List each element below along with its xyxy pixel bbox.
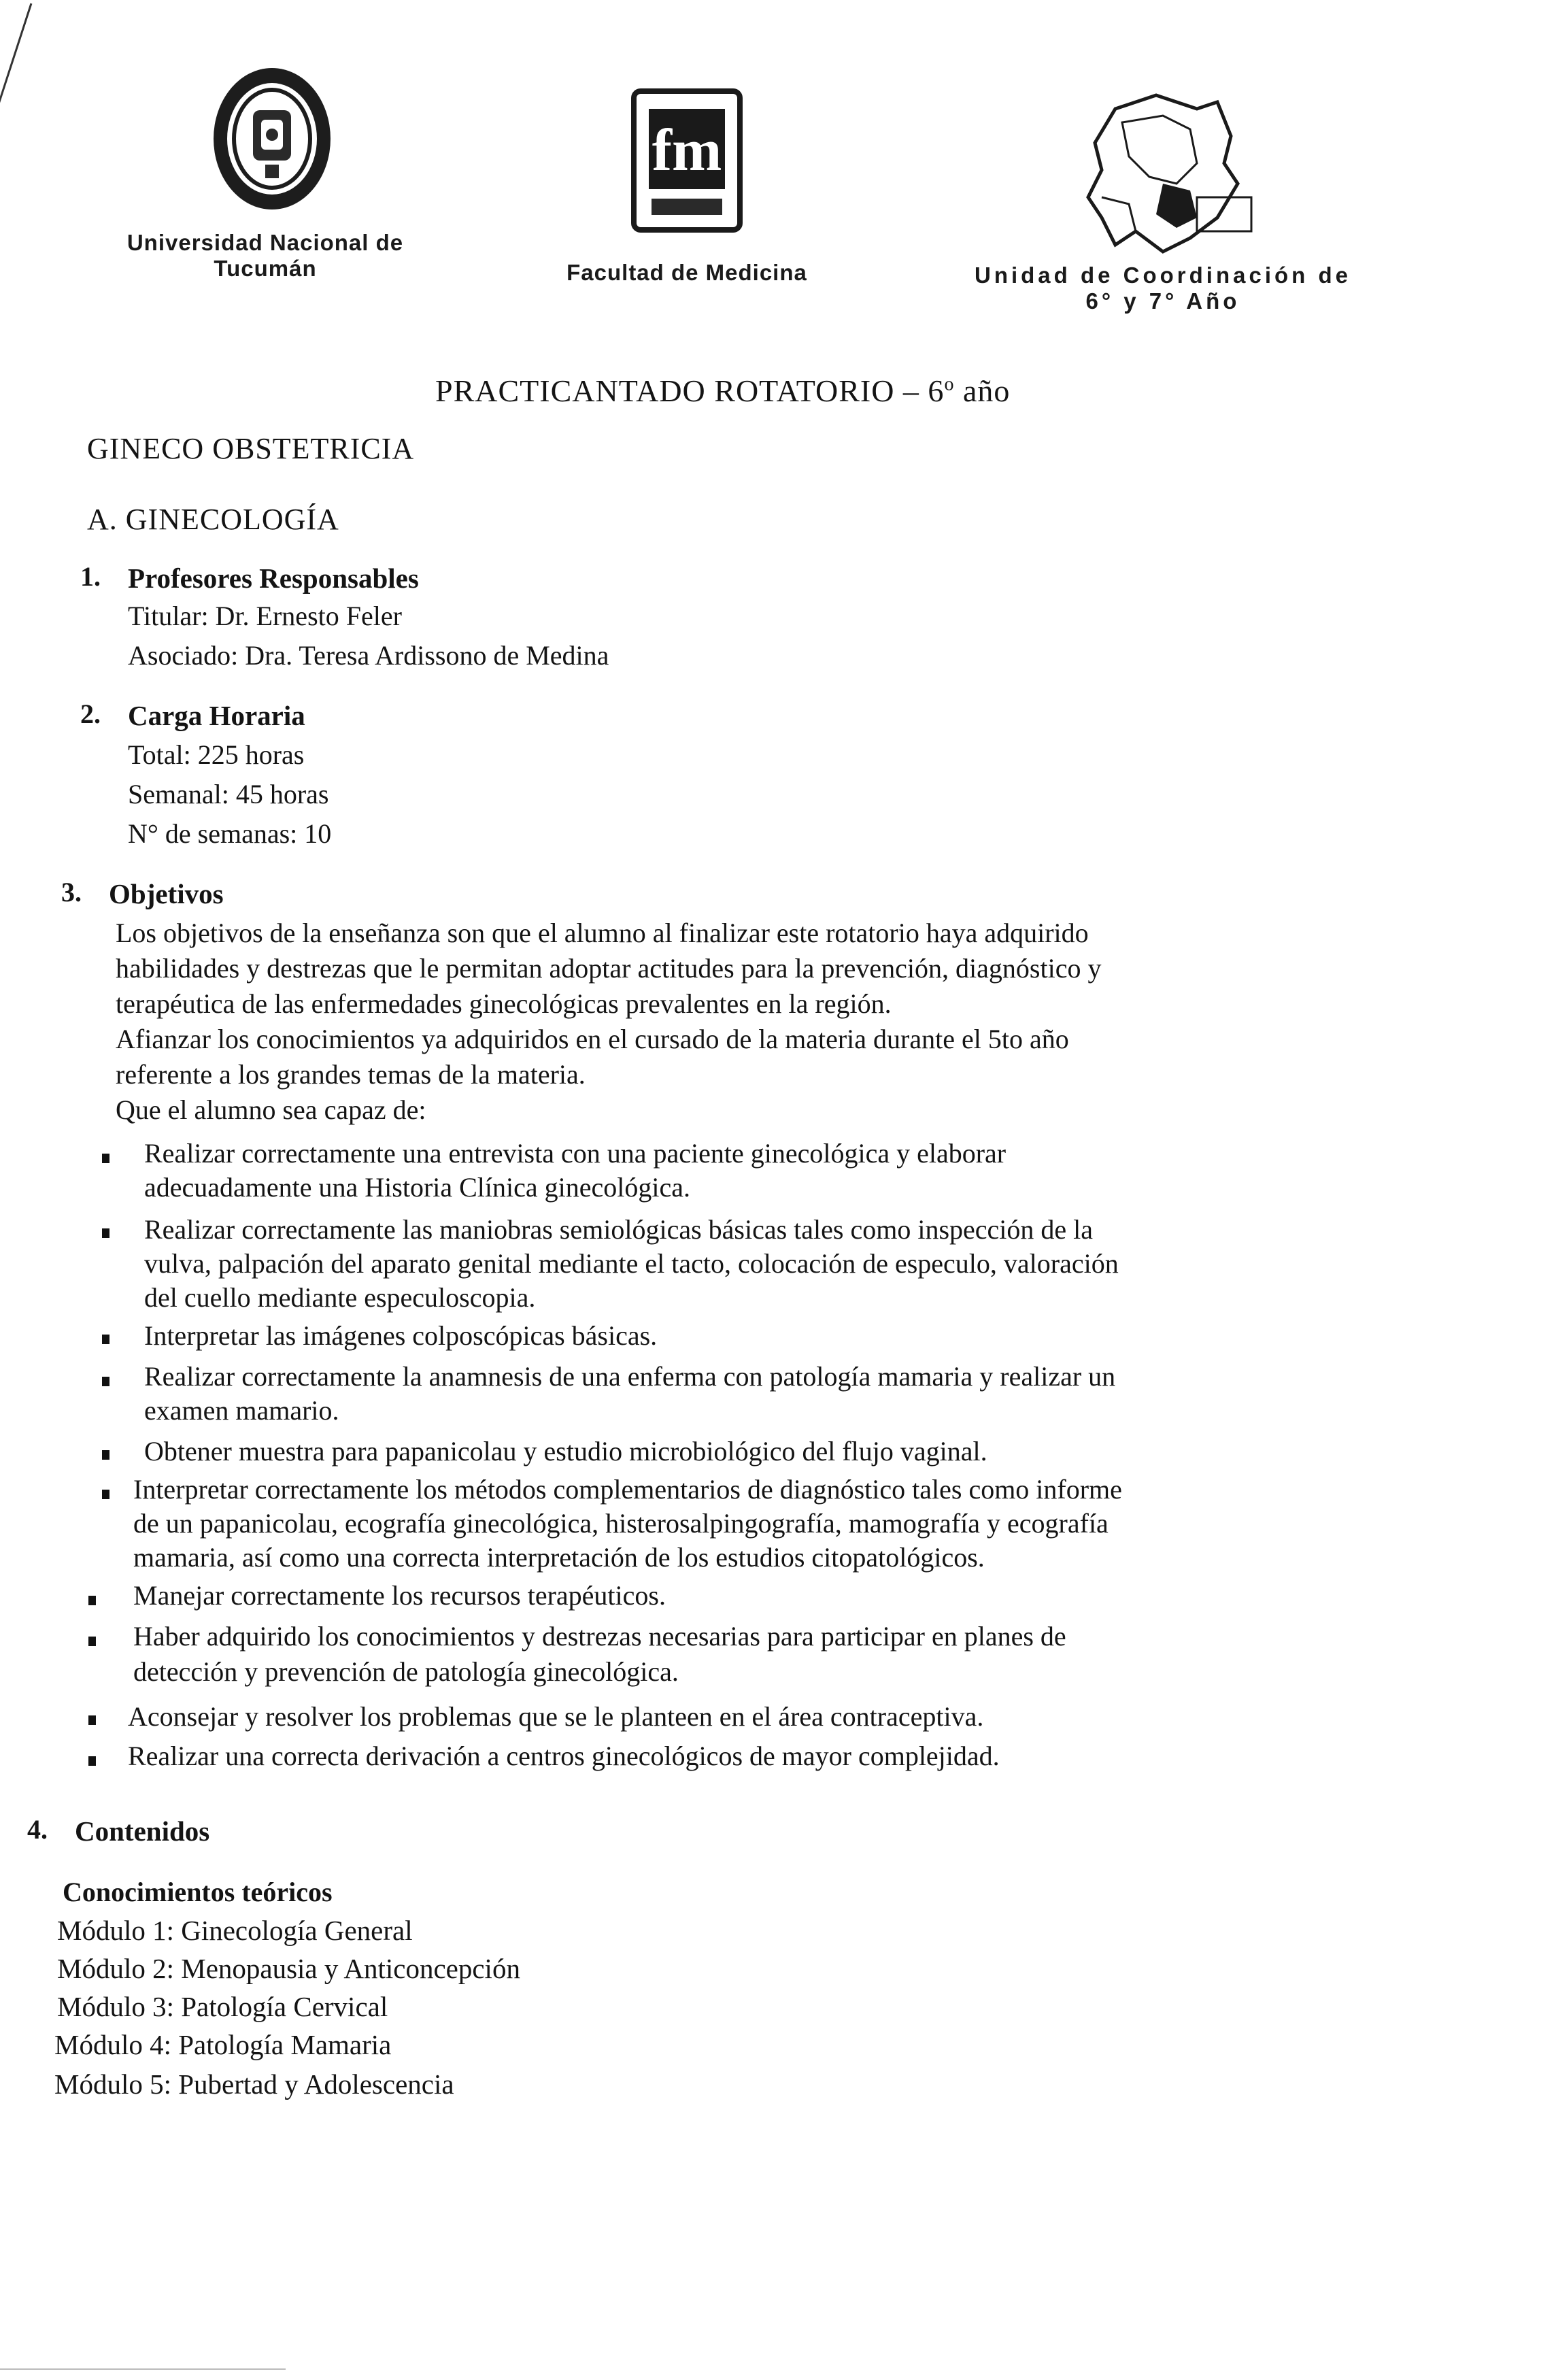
objetivos-heading: Objetivos (109, 878, 224, 909)
unt-caption (75, 230, 456, 282)
margin-pen-mark (0, 3, 32, 140)
carga-heading: Carga Horaria (128, 700, 305, 731)
objetivo-item-1-line1: Realizar correctamente una entrevista con una paciente ginecológica y elaborar (144, 1138, 1007, 1169)
fm-caption: Facultad de Medicina (566, 260, 807, 285)
modulo-4: Módulo 4: Patología Mamaria (54, 2029, 392, 2060)
modulo-1: Módulo 1: Ginecología General (57, 1915, 413, 1946)
carga-semanas: N° de semanas: 10 (128, 818, 332, 849)
carga-total: Total: 225 horas (128, 739, 305, 770)
objetivo-item-6-line3: mamaria, así como una correcta interpretación de los estudios citopatológicos. (133, 1542, 985, 1573)
bullet-marker (102, 1450, 109, 1460)
objetivo-item-2-line3: del cuello mediante especuloscopia. (144, 1282, 536, 1313)
unt-caption-line1: Universidad Nacional de (126, 230, 404, 255)
modulo-2: Módulo 2: Menopausia y Anticoncepción (57, 1953, 520, 1984)
objetivo-item-8-line2: detección y prevención de patología ginecológica. (133, 1656, 679, 1687)
program-title-tail: año (954, 373, 1011, 408)
objetivo-item-1-line2: adecuadamente una Historia Clínica ginecológica. (144, 1172, 691, 1203)
bullet-marker (102, 1335, 109, 1344)
objetivo-item-2-line2: vulva, palpación del aparato genital mediante el tacto, colocación de especulo, valoración (144, 1248, 1119, 1279)
objetivo-item-10: Realizar una correcta derivación a centros ginecológicos de mayor complejidad. (128, 1741, 1000, 1771)
objetivo-item-8-line1: Haber adquirido los conocimientos y destrezas necesarias para participar en planes de (133, 1621, 1066, 1652)
objetivos-para-line4: Afianzar los conocimientos ya adquiridos en el cursado de la materia durante el 5to año (116, 1024, 1069, 1054)
bullet-marker (102, 1377, 109, 1386)
program-title (435, 373, 1010, 409)
objetivos-number: 3. (61, 877, 82, 907)
bullet-marker (88, 1756, 96, 1766)
profesores-number: 1. (80, 561, 101, 592)
profesores-heading: Profesores Responsables (128, 563, 419, 594)
bullet-marker (88, 1596, 96, 1605)
modulo-5: Módulo 5: Pubertad y Adolescencia (54, 2068, 454, 2100)
svg-text:fm: fm (652, 118, 722, 184)
contenidos-heading: Contenidos (75, 1815, 210, 1847)
objetivo-item-3: Interpretar las imágenes colposcópicas básicas. (144, 1320, 658, 1351)
objetivo-item-5: Obtener muestra para papanicolau y estudio microbiológico del flujo vaginal. (144, 1436, 987, 1466)
objetivos-para-line5: referente a los grandes temas de la materia. (116, 1059, 586, 1090)
objetivo-item-6-line1: Interpretar correctamente los métodos complementarios de diagnóstico tales como informe (133, 1474, 1122, 1505)
profesores-asociado: Asociado: Dra. Teresa Ardissono de Medina (128, 640, 609, 671)
tucuman-map-logo (1061, 82, 1265, 265)
profesores-titular: Titular: Dr. Ernesto Feler (128, 601, 402, 631)
bullet-marker (88, 1715, 96, 1725)
objetivos-para-line1: Los objetivos de la enseñanza son que el alumno al finalizar este rotatorio haya adquirido (116, 918, 1089, 948)
objetivo-item-9: Aconsejar y resolver los problemas que se le planteen en el área contraceptiva. (128, 1701, 984, 1732)
bullet-marker (102, 1490, 109, 1499)
carga-semanal: Semanal: 45 horas (128, 779, 329, 809)
objetivo-item-7: Manejar correctamente los recursos terapéuticos. (133, 1580, 666, 1611)
bullet-marker (102, 1228, 109, 1238)
contenidos-number: 4. (27, 1814, 48, 1845)
subject-heading: GINECO OBSTETRICIA (87, 432, 415, 465)
unt-seal-logo (204, 63, 340, 219)
unidad-caption-line2: 6° y 7° Año (1085, 288, 1240, 314)
objetivos-para-line2: habilidades y destrezas que le permitan adoptar actitudes para la prevención, diagnóstico y (116, 953, 1102, 984)
program-title-main: PRACTICANTADO ROTATORIO – 6 (435, 373, 945, 408)
fm-faculty-logo (631, 88, 743, 233)
unidad-caption (904, 263, 1421, 314)
objetivo-item-4-line2: examen mamario. (144, 1395, 339, 1426)
bullet-marker (88, 1637, 96, 1646)
objetivo-item-6-line2: de un papanicolau, ecografía ginecológica, histerosalpingografía, mamografía y ecografía (133, 1508, 1109, 1539)
objetivo-item-2-line1: Realizar correctamente las maniobras semiológicas básicas tales como inspección de la (144, 1214, 1093, 1245)
objetivos-intro-line: Que el alumno sea capaz de: (116, 1094, 426, 1125)
unt-caption-line2: Tucumán (214, 256, 317, 281)
objetivos-para-line3: terapéutica de las enfermedades ginecológicas prevalentes en la región. (116, 988, 892, 1019)
modulo-3: Módulo 3: Patología Cervical (57, 1991, 388, 2022)
unidad-caption-line1: Unidad de Coordinación de (974, 263, 1352, 288)
objetivo-item-4-line1: Realizar correctamente la anamnesis de una enferma con patología mamaria y realizar un (144, 1361, 1116, 1392)
conocimientos-subheading: Conocimientos teóricos (63, 1877, 333, 1907)
page-bottom-rule (0, 2368, 286, 2370)
section-heading: A. GINECOLOGÍA (87, 503, 339, 536)
bullet-marker (102, 1154, 109, 1163)
carga-number: 2. (80, 699, 101, 729)
program-title-degree: o (944, 373, 955, 395)
